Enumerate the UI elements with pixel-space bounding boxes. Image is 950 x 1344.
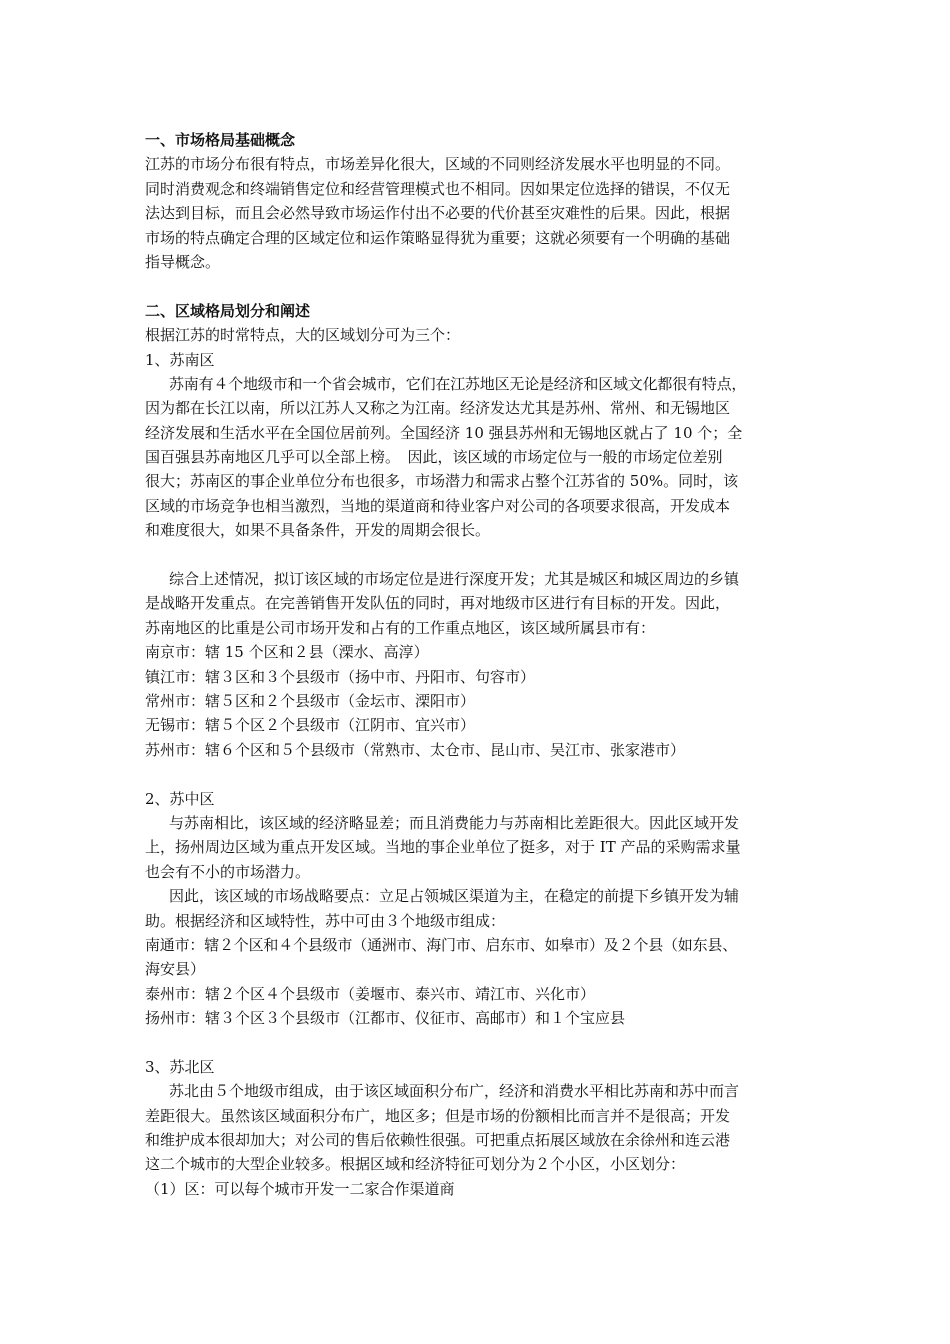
paragraph-line: 苏南地区的比重是公司市场开发和占有的工作重点地区，该区域所属县市有： — [145, 618, 656, 637]
section1-paragraph — [145, 152, 825, 274]
city-item-yangzhou: 扬州市：辖３个区３个县级市（江都市、仪征市、高邮市）和１个宝应县 — [145, 1009, 626, 1028]
city-item-nanjing: 南京市：辖 15 个区和２县（溧水、高淳） — [145, 643, 429, 662]
paragraph-line: 这二个城市的大型企业较多。根据区域和经济特征可划分为２个小区，小区划分： — [145, 1155, 686, 1174]
spacer — [145, 543, 825, 567]
paragraph-line: 和维护成本很却加大；对公司的售后依赖性很强。可把重点拓展区域放在余徐州和连云港 — [145, 1131, 731, 1150]
city-item-nantong-continued: 海安县） — [145, 960, 206, 979]
city-item-zhenjiang: 镇江市：辖３区和３个县级市（扬中市、丹阳市、句容市） — [145, 667, 536, 686]
spacer — [145, 762, 825, 786]
suzhong-paragraph-2 — [145, 884, 825, 933]
paragraph-line: 和难度很大，如果不具备条件，开发的周期会很长。 — [145, 521, 491, 540]
sunan-city-list — [145, 640, 825, 762]
subsection-title-suzhong: 2、苏中区 — [145, 789, 215, 808]
sunan-paragraph-2 — [145, 567, 825, 640]
paragraph-line: 与苏南相比，该区域的经济略显差；而且消费能力与苏南相比差距很大。因此区域开发 — [169, 813, 740, 832]
paragraph-line: 苏南有４个地级市和一个省会城市，它们在江苏地区无论是经济和区域文化都很有特点， — [169, 374, 747, 393]
spacer — [145, 1030, 825, 1054]
paragraph-line: 差距很大。虽然该区域面积分布广，地区多；但是市场的份额相比而言并不是很高；开发 — [145, 1106, 731, 1125]
paragraph-line: 因此，该区域的市场战略要点：立足占领城区渠道为主，在稳定的前提下乡镇开发为辅 — [169, 887, 740, 906]
paragraph-line: 也会有不小的市场潜力。 — [145, 862, 311, 881]
paragraph-line: 市场的特点确定合理的区域定位和运作策略显得犹为重要；这就必须要有一个明确的基础 — [145, 228, 731, 247]
subsection-title-sunan: 1、苏南区 — [145, 350, 215, 369]
sunan-paragraph-1 — [145, 372, 825, 543]
city-item-nantong: 南通市：辖２个区和４个县级市（通洲市、海门市、启东市、如皋市）及２个县（如东县、 — [145, 935, 738, 954]
subsection-title-subei: 3、苏北区 — [145, 1057, 215, 1076]
document-page — [145, 128, 825, 1201]
subei-paragraph-1 — [145, 1079, 825, 1177]
paragraph-line: 很大；苏南区的事企业单位分布也很多，市场潜力和需求占整个江苏省的 50%。同时，该 — [145, 472, 739, 491]
city-item-wuxi: 无锡市：辖５个区２个县级市（江阴市、宜兴市） — [145, 716, 476, 735]
subei-list-item-1: （1）区：可以每个城市开发一二家合作渠道商 — [145, 1179, 455, 1198]
section-heading-market-concept: 一、市场格局基础概念 — [145, 131, 296, 149]
paragraph-line: 法达到目标，而且会必然导致市场运作付出不必要的代价甚至灾难性的后果。因此，根据 — [145, 204, 731, 223]
paragraph-line: 区域的市场竞争也相当激烈，当地的渠道商和待业客户对公司的各项要求很高，开发成本 — [145, 496, 731, 515]
paragraph-line: 是战略开发重点。在完善销售开发队伍的同时，再对地级市区进行有目标的开发。因此， — [145, 594, 731, 613]
paragraph-line: 指导概念。 — [145, 252, 221, 271]
paragraph-line: 上，扬州周边区域为重点开发区域。当地的事企业单位了挺多，对于 IT 产品的采购需求量 — [145, 838, 741, 857]
city-item-suzhou: 苏州市：辖６个区和５个县级市（常熟市、太仓市、昆山市、吴江市、张家港市） — [145, 740, 686, 759]
section-heading-region-division: 二、区域格局划分和阐述 — [145, 301, 311, 320]
paragraph-line: 综合上述情况，拟订该区域的市场定位是进行深度开发；尤其是城区和城区周边的乡镇 — [169, 570, 740, 589]
section2-intro: 根据江苏的时常特点，大的区域划分可为三个： — [145, 326, 461, 345]
paragraph-line: 国百强县苏南地区几乎可以全部上榜。 因此，该区域的市场定位与一般的市场定位差别 — [145, 448, 723, 467]
paragraph-line: 苏北由５个地级市组成，由于该区域面积分布广，经济和消费水平相比苏南和苏中而言 — [169, 1082, 740, 1101]
paragraph-line: 经济发展和生活水平在全国位居前列。全国经济 10 强县苏州和无锡地区就占了 10 个；全 — [145, 423, 743, 442]
suzhong-paragraph-1 — [145, 811, 825, 884]
city-item-changzhou: 常州市：辖５区和２个县级市（金坛市、溧阳市） — [145, 691, 476, 710]
paragraph-line: 因为都在长江以南，所以江苏人又称之为江南。经济发达尤其是苏州、常州、和无锡地区 — [145, 399, 731, 418]
paragraph-line: 同时消费观念和终端销售定位和经营管理模式也不相同。因如果定位选择的错误，不仅无 — [145, 179, 731, 198]
paragraph-line: 助。根据经济和区域特性，苏中可由３个地级市组成： — [145, 911, 506, 930]
city-item-taizhou: 泰州市：辖２个区４个县级市（姜堰市、泰兴市、靖江市、兴化市） — [145, 984, 596, 1003]
spacer — [145, 274, 825, 298]
paragraph-line: 江苏的市场分布很有特点，市场差异化很大，区域的不同则经济发展水平也明显的不同。 — [145, 155, 731, 174]
suzhong-city-list — [145, 933, 825, 1031]
